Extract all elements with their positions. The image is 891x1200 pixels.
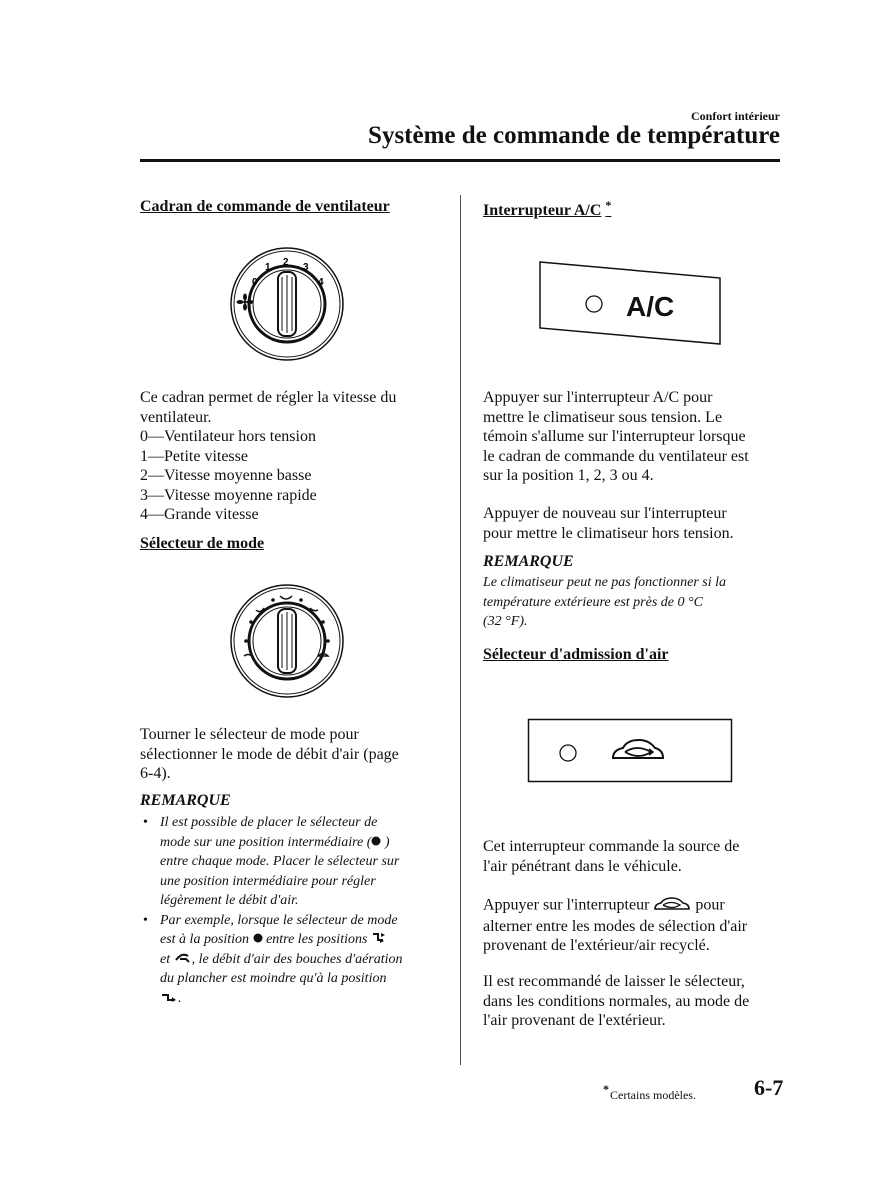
page-number: 6-7: [754, 1075, 784, 1100]
fan-dial-label-4: 4: [318, 277, 324, 288]
ac-switch-heading: Interrupteur A/C *: [483, 198, 612, 219]
mode-dial-illustration: [228, 582, 346, 700]
fan-dial-heading: Cadran de commande de ventilateur: [140, 198, 390, 215]
fan-speed-item: 4—Grande vitesse: [140, 506, 259, 523]
footnote-star: *: [603, 1082, 609, 1096]
fan-dial-label-2: 2: [283, 257, 289, 268]
ac-remark-text: Le climatiseur peut ne pas fonctionner si la température extérieure est près de 0 °C (32 °F).: [483, 575, 727, 629]
fan-dial-label-1: 1: [265, 262, 271, 273]
intake-indicator-light: [560, 745, 576, 761]
ac-switch-illustration: [536, 258, 726, 348]
ac-paragraph-1: Appuyer sur l'interrupteur A/C pour mettre le climatiseur sous tension. Le témoin s'allume sur l'interrupteur lorsque le cadran de commande du ventilateur est sur la position 1, 2, 3 ou 4.: [483, 389, 749, 484]
mode-remark-title: REMARQUE: [140, 792, 231, 809]
fan-dial-label-0: 0: [252, 277, 258, 288]
ac-footnote-star: *: [605, 198, 612, 212]
floor-defrost-icon: [174, 950, 192, 970]
ac-button-label: A/C: [626, 291, 675, 322]
dot-icon: [253, 930, 263, 950]
dot-icon: [371, 833, 381, 853]
intake-paragraph-2: Appuyer sur l'interrupteur pour alterner entre les modes de sélection d'air provenant de l'extérieur/air recyclé.: [483, 896, 748, 954]
floor-icon: [160, 989, 178, 1009]
ac-paragraph-2: Appuyer de nouveau sur l'interrupteur pour mettre le climatiseur hors tension.: [483, 505, 734, 542]
fan-dial-illustration: [228, 245, 346, 363]
fan-speed-item: 3—Vitesse moyenne rapide: [140, 486, 317, 504]
fan-intro-line: Ce cadran permet de régler la vitesse du: [140, 389, 397, 406]
remark-bullet: • Il est possible de placer le sélecteur de mode sur une position intermédiaire ( ) entre chaque mode. Placer le sélecteur sur une position intermédiaire pour régler légèrement le débit d'air.: [140, 813, 450, 911]
mode-text-line: 6-4).: [140, 765, 171, 782]
fan-speed-item: 2—Vitesse moyenne basse: [140, 467, 312, 484]
air-intake-heading: Sélecteur d'admission d'air: [483, 646, 669, 663]
header-rule: [140, 159, 780, 162]
column-divider: [460, 195, 461, 1065]
fan-intro-line: ventilateur.: [140, 408, 212, 426]
intake-paragraph-3: Il est recommandé de laisser le sélecteur, dans les conditions normales, au mode de l'air provenant de l'extérieur.: [483, 973, 750, 1029]
fan-description: [140, 388, 450, 525]
fan-speed-item: 0—Ventilateur hors tension: [140, 428, 316, 445]
footnote: *Certains modèles.: [603, 1082, 696, 1102]
air-intake-switch-illustration: [527, 718, 733, 784]
intake-paragraph-1: Cet interrupteur commande la source de l'air pénétrant dans le véhicule.: [483, 838, 740, 875]
mode-remark-list: [140, 813, 450, 1008]
ac-indicator-light: [586, 296, 602, 312]
remark-bullet: • Par exemple, lorsque le sélecteur de mode est à la position entre les positions et , le débit d'air des bouches d'aération du plancher est moindre qu'à la position .: [140, 911, 450, 1009]
mode-selector-heading: Sélecteur de mode: [140, 535, 265, 552]
section-label: Confort intérieur: [691, 109, 780, 123]
fan-dial-label-3: 3: [303, 262, 309, 273]
recirculation-inline-icon: [653, 895, 691, 917]
ac-remark-title: REMARQUE: [483, 553, 574, 570]
mode-text-line: sélectionner le mode de débit d'air (page: [140, 745, 399, 763]
fan-speed-item: 1—Petite vitesse: [140, 447, 248, 465]
page-title: Système de commande de température: [368, 122, 780, 149]
bilevel-floor-icon: [371, 930, 387, 950]
mode-text-line: Tourner le sélecteur de mode pour: [140, 726, 359, 743]
mode-description: [140, 725, 450, 784]
